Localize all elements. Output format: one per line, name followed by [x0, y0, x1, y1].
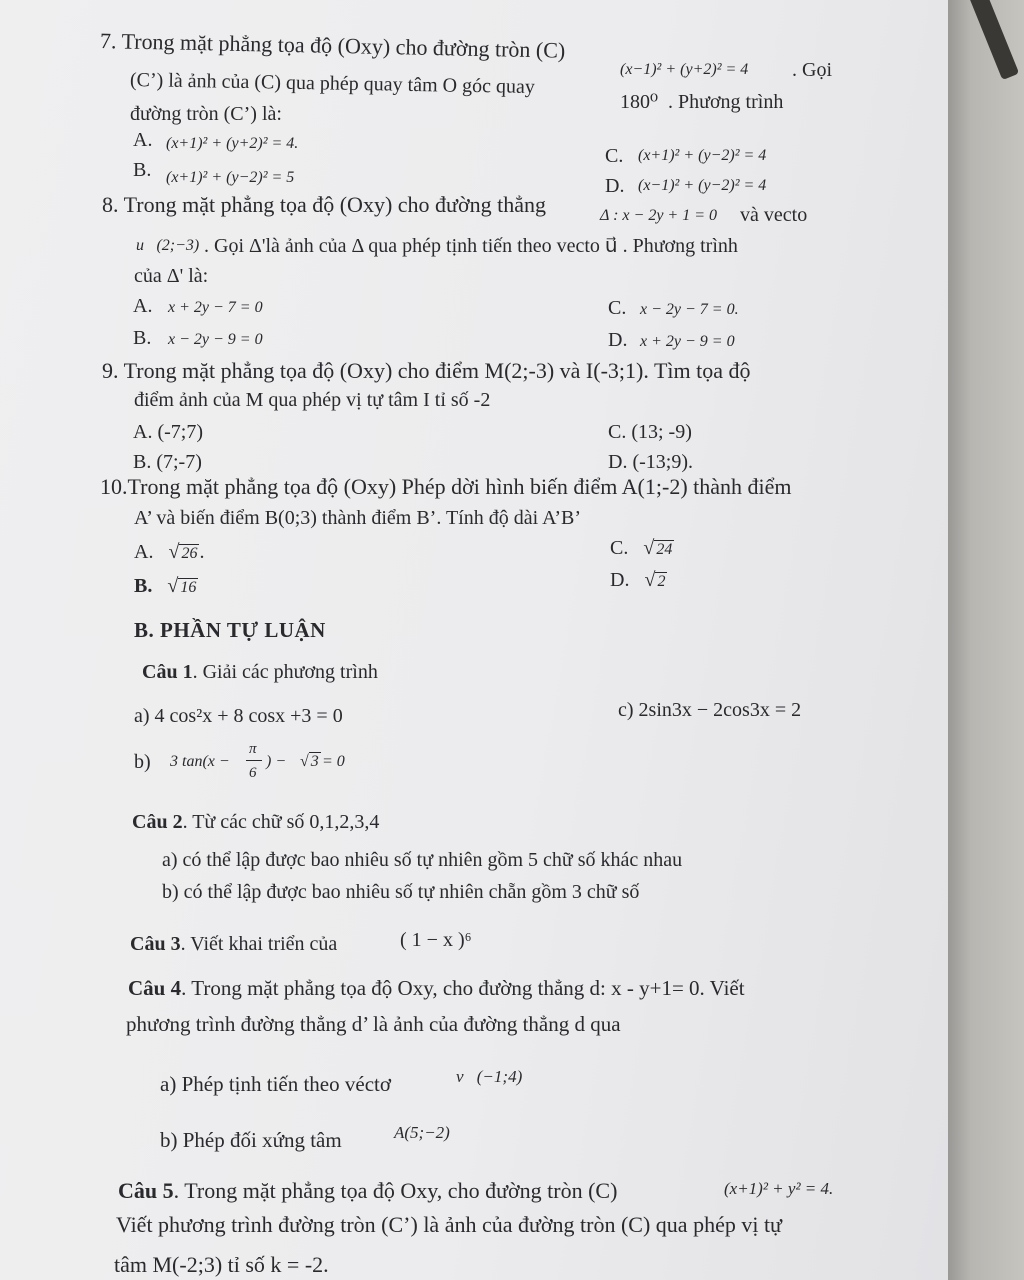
q10-option-d-label: D.: [610, 569, 630, 591]
q7-line2a: (C’) là ảnh của (C) qua phép quay tâm O góc quay: [129, 69, 536, 99]
cau-1-part-b-pre: 3 tan(x −: [170, 753, 230, 770]
cau-3-title: Câu 3: [130, 933, 181, 955]
cau-1-part-b-mid: ) −: [266, 753, 287, 770]
q8-option-c-label: C.: [608, 297, 627, 319]
q10-option-c: C. √ 24: [610, 537, 673, 559]
cau-2-part-a: a) có thể lập được bao nhiêu số tự nhiên gồm 5 chữ số khác nhau: [162, 849, 683, 871]
q8-equation: Δ : x − 2y + 1 = 0: [600, 207, 718, 224]
cau-4-line1: [128, 978, 745, 999]
cau-1-fraction-bar: [246, 760, 262, 761]
cau-2-text: . Từ các chữ số 0,1,2,3,4: [182, 811, 380, 833]
q7-option-c-label: C.: [605, 145, 624, 167]
cau-5-text: . Trong mặt phẳng tọa độ Oxy, cho đường tròn (C): [173, 1178, 618, 1203]
cau-1-part-b-radicand: 3: [310, 753, 319, 770]
cau-1-part-a: a) 4 cos²x + 8 cosx +3 = 0: [134, 705, 343, 727]
q7-angle: 180⁰: [620, 91, 659, 113]
cau-4-title: Câu 4: [128, 976, 182, 1000]
q10-option-a-label: A.: [134, 541, 154, 563]
q9-line2: điểm ảnh của M qua phép vị tự tâm I tỉ số -2: [134, 389, 491, 411]
cau-1-text: . Giải các phương trình: [192, 661, 378, 683]
q10-line2: A’ và biến điểm B(0;3) thành điểm B’. Tính độ dài A’B’: [134, 507, 581, 529]
q9-option-a: A. (-7;7): [133, 421, 203, 443]
cau-1-part-b-den: 6: [249, 765, 257, 781]
cau-1-title: Câu 1: [142, 661, 193, 683]
cau-3-text: . Viết khai triển của: [180, 933, 338, 955]
q10-option-b-radicand: 16: [180, 579, 197, 596]
q9-option-c: C. (13; -9): [608, 421, 692, 443]
table-edge: [948, 0, 1024, 1280]
q7-option-d-label: D.: [605, 175, 625, 197]
q10-option-c-radicand: 24: [656, 541, 673, 558]
cau-4-part-b: b) Phép đối xứng tâm: [160, 1128, 342, 1152]
q7-option-d: (x−1)² + (y−2)² = 4: [638, 177, 767, 194]
q10-option-c-label: C.: [610, 537, 629, 559]
q7-line2b: . Phương trình: [668, 91, 784, 113]
cau-5-line3: tâm M(-2;3) tỉ số k = -2.: [114, 1252, 329, 1277]
q8-line1: 8. Trong mặt phẳng tọa độ (Oxy) cho đường thẳng: [102, 192, 546, 217]
section-b-heading: B. PHẦN TỰ LUẬN: [134, 618, 326, 642]
cau-5-line1: [118, 1180, 617, 1202]
cau-3-heading: [130, 934, 337, 954]
q10-option-a: A. √ 26 .: [134, 541, 205, 563]
cau-4-vector: v⃗(−1;4): [456, 1067, 523, 1086]
q8-option-d: x + 2y − 9 = 0: [640, 333, 735, 350]
cau-1-part-b-label: b): [134, 751, 151, 773]
q7-option-b: (x+1)² + (y−2)² = 5: [166, 169, 295, 186]
q9-option-b: B. (7;-7): [133, 451, 202, 473]
q8-line3: của Δ' là:: [134, 265, 209, 287]
cau-5-title: Câu 5: [118, 1178, 174, 1203]
q7-line1-end: . Gọi: [792, 59, 832, 81]
q8-option-b: x − 2y − 9 = 0: [168, 331, 263, 348]
q10-option-d-radicand: 2: [657, 573, 666, 590]
q10-option-b: B. √ 16: [134, 575, 197, 597]
cau-1-part-b-end: = 0: [322, 753, 345, 770]
cau-4-line2: phương trình đường thẳng d’ là ảnh của đường thẳng d qua: [126, 1012, 621, 1036]
q10-option-a-radicand: 26: [181, 545, 198, 562]
cau-4-part-a: a) Phép tịnh tiến theo véctơ: [160, 1072, 391, 1096]
q8-option-d-label: D.: [608, 329, 628, 351]
q7-equation: (x−1)² + (y+2)² = 4: [620, 61, 749, 78]
q8-option-c: x − 2y − 7 = 0.: [640, 301, 739, 318]
q7-line3: đường tròn (C’) là:: [130, 103, 282, 125]
cau-5-line2: Viết phương trình đường tròn (C’) là ảnh của đường tròn (C) qua phép vị tự: [116, 1212, 782, 1237]
cau-2-heading: [132, 812, 379, 832]
q7-option-a: (x+1)² + (y+2)² = 4.: [166, 135, 299, 152]
q8-option-b-label: B.: [133, 327, 152, 349]
q10-option-d: D. √ 2: [610, 569, 666, 591]
cau-5-equation: (x+1)² + y² = 4.: [724, 1179, 834, 1198]
q8-option-a: x + 2y − 7 = 0: [168, 299, 263, 316]
cau-2-title: Câu 2: [132, 811, 183, 833]
q10-line1: 10.Trong mặt phẳng tọa độ (Oxy) Phép dời hình biến điểm A(1;-2) thành điểm: [100, 474, 792, 499]
cau-4-center-point: A(5;−2): [394, 1123, 450, 1142]
q7-option-c: (x+1)² + (y−2)² = 4: [638, 147, 767, 164]
cau-2-part-b: b) có thể lập được bao nhiêu số tự nhiên chẵn gồm 3 chữ số: [162, 881, 640, 903]
q8-line2: . Gọi Δ'là ảnh của Δ qua phép tịnh tiến theo vecto u⃗ . Phương trình: [204, 235, 738, 257]
q9-option-d: D. (-13;9).: [608, 451, 693, 473]
q7-line1: 7. Trong mặt phẳng tọa độ (Oxy) cho đường tròn (C): [99, 28, 566, 63]
q7-option-b-label: B.: [133, 159, 152, 181]
cau-1-part-b-pi: π: [249, 741, 257, 757]
q8-vector: u⃗(2;−3): [136, 237, 200, 254]
cau-1-part-c: c) 2sin3x − 2cos3x = 2: [618, 699, 802, 721]
q10-option-b-label: B.: [134, 575, 153, 597]
cau-4-text: . Trong mặt phẳng tọa độ Oxy, cho đường thẳng d: x - y+1= 0. Viết: [181, 976, 745, 1000]
q8-option-a-label: A.: [133, 295, 153, 317]
cau-1-heading: [142, 662, 378, 682]
q8-line1-end: và vecto: [740, 204, 808, 226]
q9-line1: 9. Trong mặt phẳng tọa độ (Oxy) cho điểm M(2;-3) và I(-3;1). Tìm tọa độ: [102, 358, 751, 383]
q7-option-a-label: A.: [133, 129, 153, 151]
cau-1-part-b-sqrt3: √ 3: [300, 753, 319, 770]
cau-3-expression: ( 1 − x )⁶: [400, 929, 472, 951]
q10-option-a-end: .: [199, 541, 205, 563]
